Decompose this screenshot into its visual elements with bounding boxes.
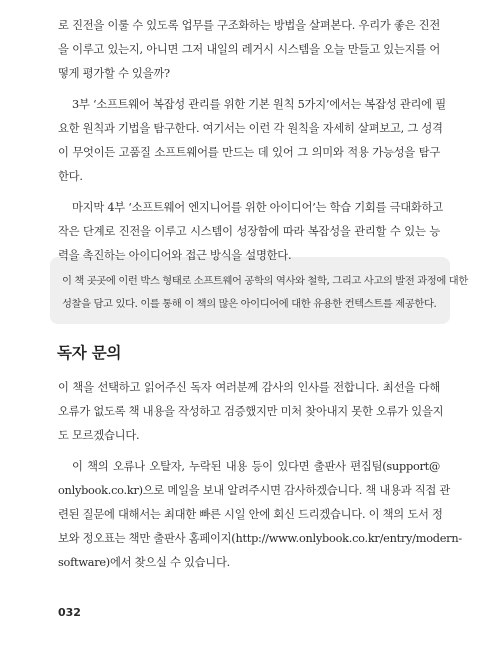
paragraph-1-line-3: 떻게 평가할 수 있을까? bbox=[58, 67, 170, 80]
note-line-1: 이 책 곳곳에 이런 박스 형태로 소프트웨어 공학의 역사와 철학, 그리고 사고의 발전 과정에 대한 bbox=[62, 275, 468, 287]
paragraph-2-line-3: 이 무엇이든 고품질 소프트웨어를 만드는 데 있어 그 의미와 적용 가능성을 탐구 bbox=[58, 146, 440, 159]
section-heading: 독자 문의 bbox=[57, 344, 122, 362]
paragraph-1-line-2: 을 이루고 있는지, 아니면 그저 내일의 레거시 시스템을 오늘 만들고 있는지를 어 bbox=[58, 43, 440, 56]
paragraph-2-line-4: 한다. bbox=[58, 170, 83, 183]
section-paragraph-2-line-4: 보와 정오표는 책만 출판사 홈페이지(http://www.onlybook.co.kr/entry/modern- bbox=[58, 532, 462, 545]
note-box bbox=[50, 257, 468, 324]
paragraph-3-line-1: 마지막 4부 ‘소프트웨어 엔지니어를 위한 아이디어’는 학습 기회를 극대화하고 bbox=[72, 201, 443, 214]
section-paragraph-1-line-2: 오류가 없도록 책 내용을 작성하고 검증했지만 미처 찾아내지 못한 오류가 있을지 bbox=[58, 405, 444, 418]
paragraph-2-line-1: 3부 ‘소프트웨어 복잡성 관리를 위한 기본 원칙 5가지’에서는 복잡성 관리에 필 bbox=[72, 98, 446, 111]
section-paragraph-2-line-5: software)에서 찾으실 수 있습니다. bbox=[58, 556, 230, 569]
paragraph-2-line-2: 요한 원칙과 기법을 탐구한다. 여기서는 이런 각 원칙을 자세히 살펴보고, 그 성격 bbox=[58, 122, 443, 135]
section-paragraph-1-line-1: 이 책을 선택하고 읽어주신 독자 여러분께 감사의 인사를 전합니다. 최선을 다해 bbox=[58, 381, 440, 394]
section-paragraph-2-line-1: 이 책의 오류나 오탈자, 누락된 내용 등이 있다면 출판사 편집팀(support@ bbox=[72, 460, 440, 473]
section-paragraph-1-line-3: 도 모르겠습니다. bbox=[58, 429, 140, 442]
paragraph-1-line-1: 로 진전을 이룰 수 있도록 업무를 구조화하는 방법을 살펴본다. 우리가 좋은 진전 bbox=[58, 19, 440, 32]
paragraph-3-line-2: 작은 단계로 진전을 이루고 시스템이 성장함에 따라 복잡성을 관리할 수 있는 능 bbox=[58, 225, 440, 238]
section-paragraph-2-line-2: onlybook.co.kr)으로 메일을 보내 알려주시면 감사하겠습니다. 책 내용과 직접 관 bbox=[58, 484, 451, 497]
note-line-2: 성찰을 담고 있다. 이를 통해 이 책의 많은 아이디어에 대한 유용한 컨텍스트를 제공한다. bbox=[62, 298, 437, 310]
paragraph-3-line-3: 력을 촉진하는 아이디어와 접근 방식을 설명한다. bbox=[58, 249, 292, 262]
section-paragraph-2-line-3: 련된 질문에 대해서는 최대한 빠른 시일 안에 회신 드리겠습니다. 이 책의 도서 정 bbox=[58, 508, 443, 521]
page-number: 032 bbox=[58, 606, 81, 619]
